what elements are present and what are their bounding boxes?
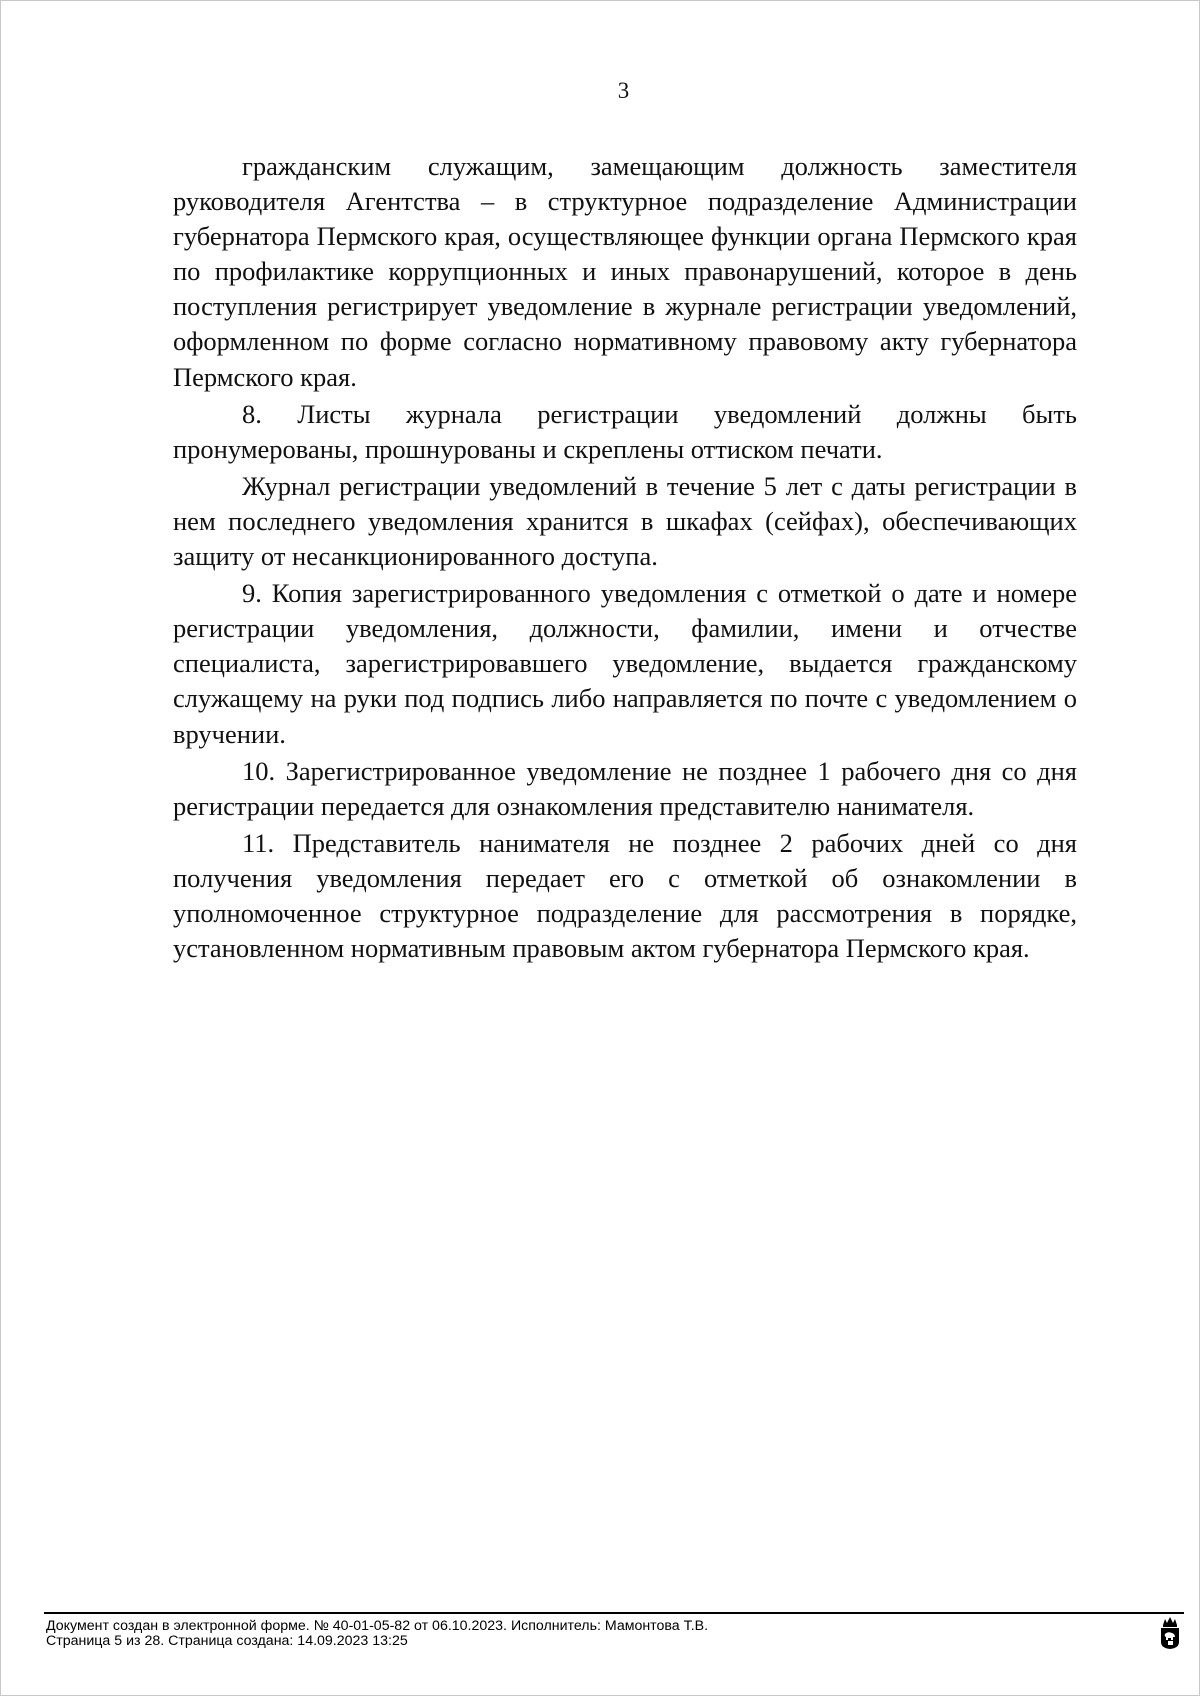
footer-line-page-info: Страница 5 из 28. Страница создана: 14.09.2023 13:25	[46, 1633, 408, 1649]
paragraph-8: 8. Листы журнала регистрации уведомлений должны быть пронумерованы, прошнурованы и скреплены оттиском печати.	[173, 398, 1077, 464]
document-body	[173, 149, 1077, 968]
paragraph-10: 10. Зарегистрированное уведомление не позднее 1 рабочего дня со дня регистрации передается для ознакомления представителю нанимателя.	[173, 755, 1077, 821]
footer-line-document-info: Документ создан в электронной форме. № 40-01-05-82 от 06.10.2023. Исполнитель: Мамонтова Т.В.	[46, 1618, 709, 1634]
coat-of-arms-icon	[1159, 1616, 1181, 1650]
page-number: 3	[617, 78, 630, 103]
paragraph-continuation: гражданским служащим, замещающим должность заместителя руководителя Агентства – в структурное подразделение Администрации губернатора Пермского края, осуществляющее функции органа Пермского края по профилактике коррупционных и иных правонарушений, которое в день поступления регистрирует уведомление в журнале регистрации уведомлений, оформленном по форме согласно нормативному правовому акту губернатора Пермского края.	[173, 151, 1077, 392]
paragraph-11: 11. Представитель нанимателя не позднее 2 рабочих дней со дня получения уведомления передает его с отметкой об ознакомлении в уполномоченное структурное подразделение для рассмотрения в порядке, установленном нормативным правовым актом губернатора Пермского края.	[173, 827, 1077, 964]
document-footer	[46, 1619, 708, 1649]
paragraph-9: 9. Копия зарегистрированного уведомления с отметкой о дате и номере регистрации уведомления, должности, фамилии, имени и отчестве специалиста, зарегистрировавшего уведомление, выдается гражданскому служащему на руки под подпись либо направляется по почте с уведомлением о вручении.	[173, 578, 1077, 749]
footer-divider	[44, 1612, 1184, 1614]
paragraph-journal-storage: Журнал регистрации уведомлений в течение 5 лет с даты регистрации в нем последнего уведомления хранится в шкафах (сейфах), обеспечивающих защиту от несанкционированного доступа.	[173, 470, 1077, 572]
